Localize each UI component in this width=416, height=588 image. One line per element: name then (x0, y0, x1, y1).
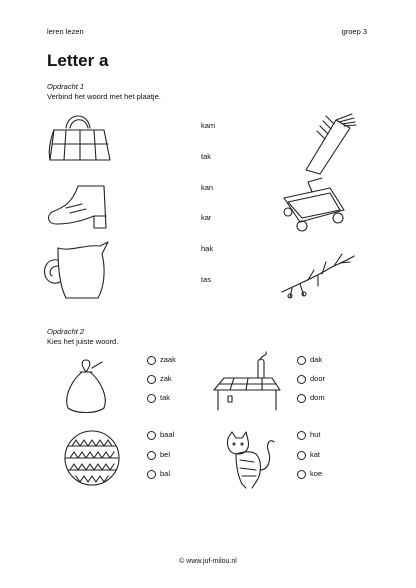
option-radio[interactable] (147, 451, 156, 460)
option-radio[interactable] (297, 375, 306, 384)
word-item: kan (201, 183, 214, 192)
shoe-icon (44, 180, 114, 232)
option-label: dak (310, 355, 323, 364)
option-label: bel (160, 450, 171, 459)
section2-instruction: Kies het juiste woord. (47, 337, 119, 346)
option-label: hut (310, 430, 321, 439)
bag-icon (46, 110, 118, 168)
header-left: leren lezen (47, 27, 84, 36)
option-label: zaak (160, 355, 176, 364)
option-radio[interactable] (147, 375, 156, 384)
ball-icon (62, 428, 122, 488)
comb-icon (296, 112, 356, 174)
wagon-icon (278, 180, 350, 240)
option-radio[interactable] (297, 451, 306, 460)
option-radio[interactable] (297, 356, 306, 365)
option-label: dom (310, 393, 325, 402)
roof-icon (212, 356, 282, 414)
option-radio[interactable] (147, 431, 156, 440)
sack-icon (60, 358, 112, 414)
option-label: baal (160, 430, 175, 439)
header-right: groep 3 (341, 27, 367, 36)
option-radio[interactable] (147, 356, 156, 365)
jug-icon (42, 240, 114, 304)
option-label: tak (160, 393, 171, 402)
footer-credit: © www.juf-milou.nl (179, 558, 237, 565)
section2-heading: Opdracht 2 (47, 327, 85, 336)
option-radio[interactable] (297, 394, 306, 403)
word-item: tak (201, 152, 212, 161)
option-radio[interactable] (147, 470, 156, 479)
section1-instruction: Verbind het woord met het plaatje. (47, 92, 161, 101)
option-radio[interactable] (147, 394, 156, 403)
option-label: koe (310, 469, 323, 478)
option-label: door (310, 374, 326, 383)
branch-icon (278, 250, 358, 300)
word-item: kar (201, 213, 212, 222)
word-item: kam (201, 121, 216, 130)
cat-icon (222, 430, 278, 492)
option-radio[interactable] (297, 431, 306, 440)
option-label: zak (160, 374, 172, 383)
option-label: kat (310, 450, 321, 459)
option-label: bal (160, 469, 171, 478)
word-item: tas (201, 275, 212, 284)
section1-heading: Opdracht 1 (47, 82, 85, 91)
option-radio[interactable] (297, 470, 306, 479)
page-title: Letter a (47, 51, 109, 70)
word-item: hak (201, 244, 214, 253)
